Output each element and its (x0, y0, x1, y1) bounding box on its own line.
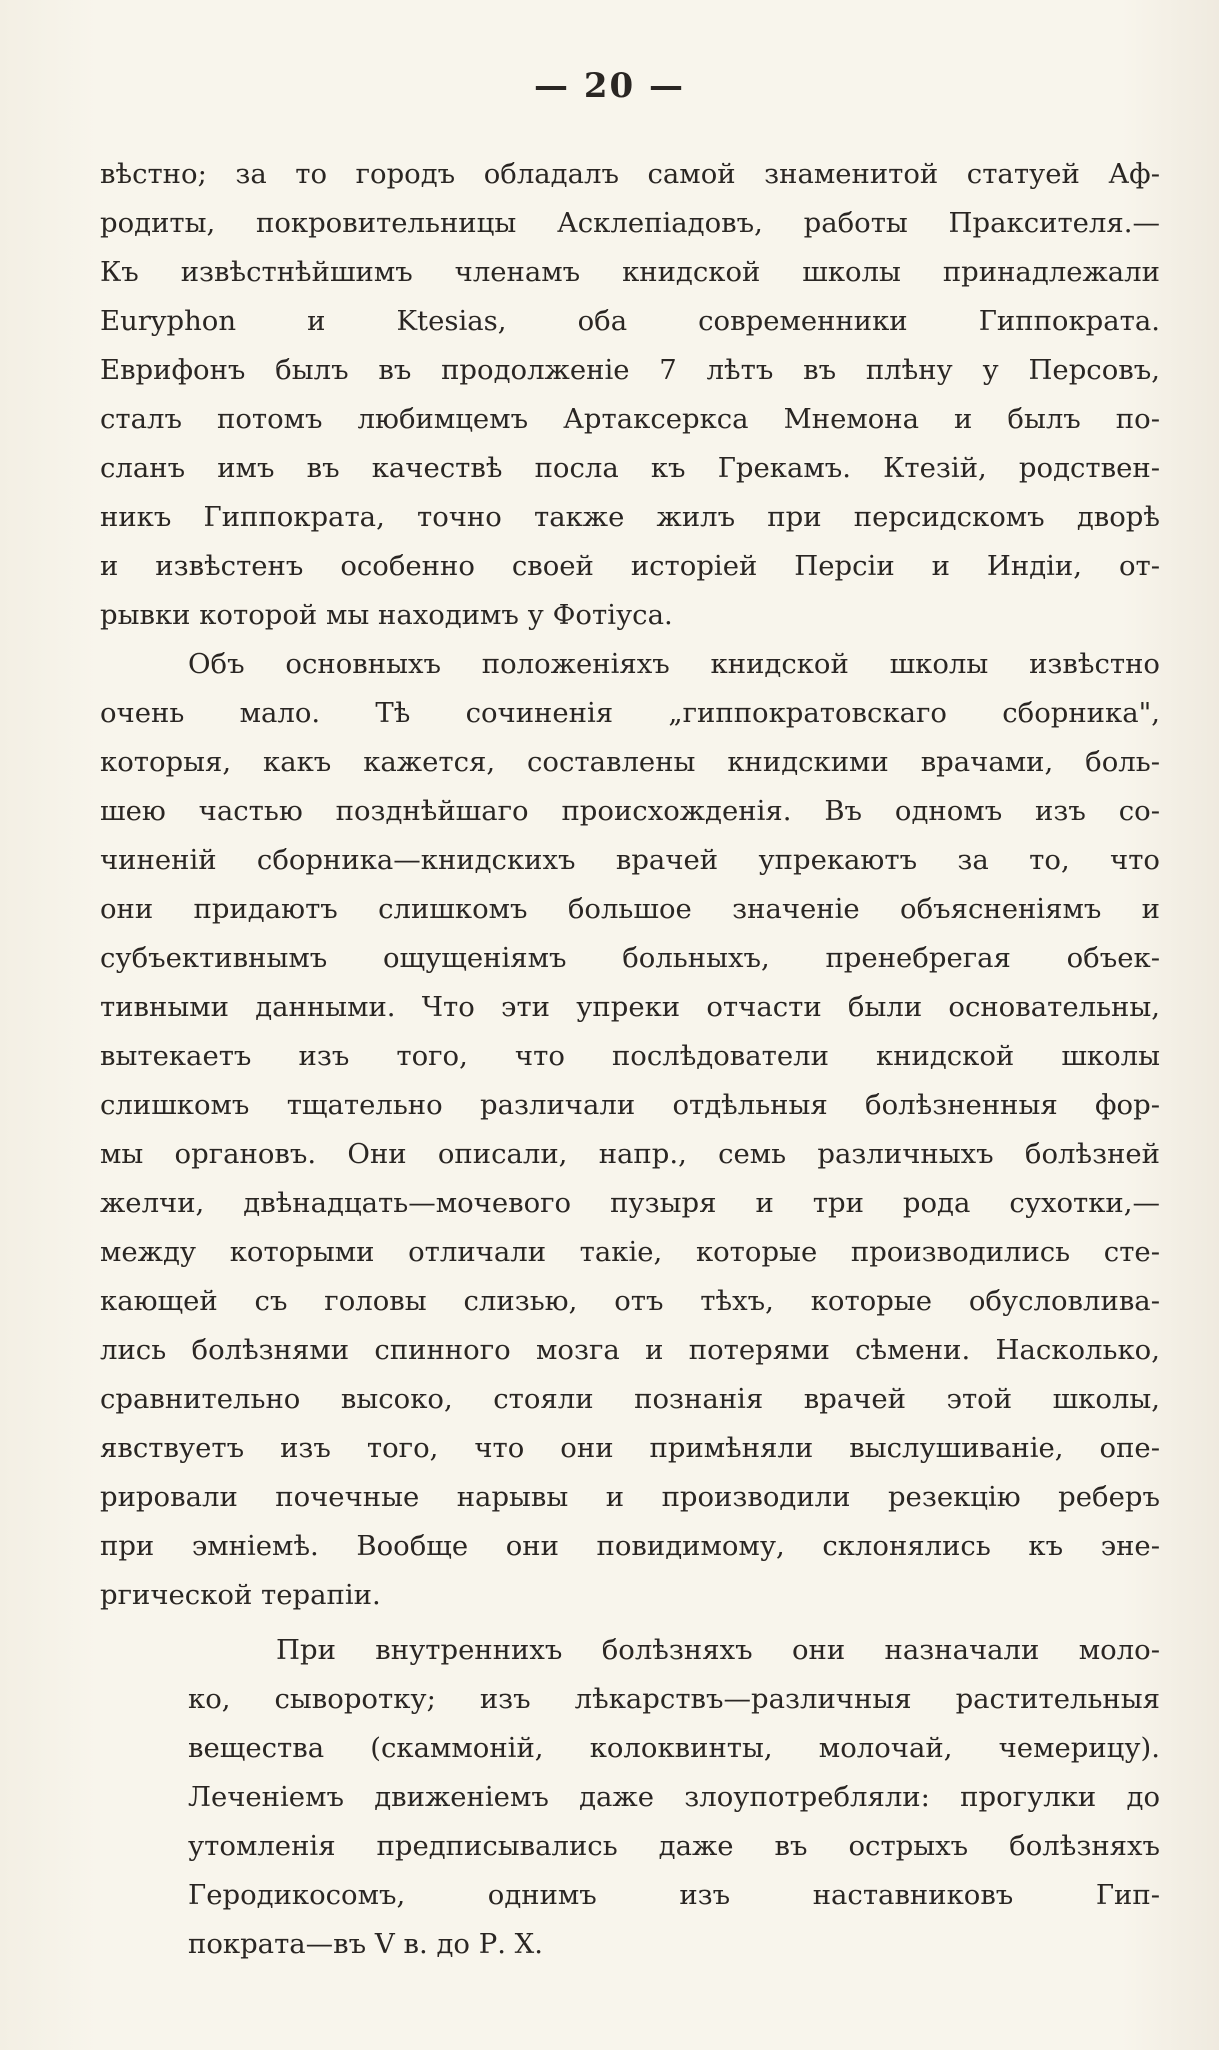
text-line: ргической терапіи. (100, 1579, 381, 1611)
text-line: рывки которой мы находимъ у Фотіуса. (100, 599, 673, 631)
text-line: желчи, двѣнадцать—мочевого пузыря и три рода сухотки,— (100, 1187, 1160, 1219)
page-number: — 20 — (534, 66, 685, 106)
text-line: мы органовъ. Они описали, напр., семь различныхъ болѣзней (100, 1138, 1160, 1170)
page-body (100, 150, 1160, 1969)
paragraph-1 (100, 150, 1160, 640)
text-line: чиненій сборника—книдскихъ врачей упрекаютъ за то, что (100, 844, 1160, 876)
text-line: ко, сыворотку; изъ лѣкарствъ—различныя растительныя (188, 1683, 1160, 1715)
text-line: Геродикосомъ, однимъ изъ наставниковъ Гип- (188, 1879, 1160, 1911)
text-line: Къ извѣстнѣйшимъ членамъ книдской школы принадлежали (100, 256, 1160, 288)
text-line: шею частью позднѣйшаго происхожденія. Въ одномъ изъ со- (100, 795, 1160, 827)
text-line: при эмніемѣ. Вообще они повидимому, склонялись къ эне- (100, 1530, 1160, 1562)
text-line: слишкомъ тщательно различали отдѣльныя болѣзненныя фор- (100, 1089, 1160, 1121)
text-line: субъективнымъ ощущеніямъ больныхъ, пренебрегая объек- (100, 942, 1160, 974)
text-line: родиты, покровительницы Асклепіадовъ, работы Праксителя.— (100, 207, 1160, 239)
text-line: сравнительно высоко, стояли познанія врачей этой школы, (100, 1383, 1160, 1415)
text-line: и извѣстенъ особенно своей исторіей Персіи и Индіи, от- (100, 550, 1160, 582)
text-line: которыя, какъ кажется, составлены книдскими врачами, боль- (100, 746, 1160, 778)
text-line: Леченіемъ движеніемъ даже злоупотребляли: прогулки до (188, 1781, 1160, 1813)
text-line: вытекаетъ изъ того, что послѣдователи книдской школы (100, 1040, 1160, 1072)
text-line: утомленія предписывались даже въ острыхъ болѣзняхъ (188, 1830, 1160, 1862)
text-line: сталъ потомъ любимцемъ Артаксеркса Мнемона и былъ по- (100, 403, 1160, 435)
text-line: кающей съ головы слизью, отъ тѣхъ, которые обусловлива- (100, 1285, 1160, 1317)
text-line: Euryphon и Ktesias, оба современники Гиппократа. (100, 305, 1160, 337)
paragraph-3 (100, 1626, 1160, 1969)
text-line: сланъ имъ въ качествѣ посла къ Грекамъ. Ктезій, родствен- (100, 452, 1160, 484)
text-line: вѣстно; за то городъ обладалъ самой знаменитой статуей Аф- (100, 158, 1160, 190)
text-line: лись болѣзнями спинного мозга и потерями сѣмени. Насколько, (100, 1334, 1160, 1366)
text-line: рировали почечные нарывы и производили резекцію реберъ (100, 1481, 1160, 1513)
text-line: Объ основныхъ положеніяхъ книдской школы извѣстно (188, 648, 1160, 680)
text-line: они придаютъ слишкомъ большое значеніе объясненіямъ и (100, 893, 1160, 925)
text-line: пократа—въ V в. до Р. Х. (188, 1928, 544, 1960)
text-line: Еврифонъ былъ въ продолженіе 7 лѣтъ въ плѣну у Персовъ, (100, 354, 1160, 386)
text-line: тивными данными. Что эти упреки отчасти были основательны, (100, 991, 1160, 1023)
paragraph-2 (100, 640, 1160, 1620)
text-line: никъ Гиппократа, точно также жилъ при персидскомъ дворѣ (100, 501, 1160, 533)
text-line: вещества (скаммоній, колоквинты, молочай, чемерицу). (188, 1732, 1160, 1764)
text-line: явствуетъ изъ того, что они примѣняли выслушиваніе, опе- (100, 1432, 1160, 1464)
text-line: При внутреннихъ болѣзняхъ они назначали моло- (276, 1634, 1160, 1666)
text-line: очень мало. Тѣ сочиненія „гиппократовскаго сборника", (100, 697, 1160, 729)
text-line: между которыми отличали такіе, которые производились сте- (100, 1236, 1160, 1268)
